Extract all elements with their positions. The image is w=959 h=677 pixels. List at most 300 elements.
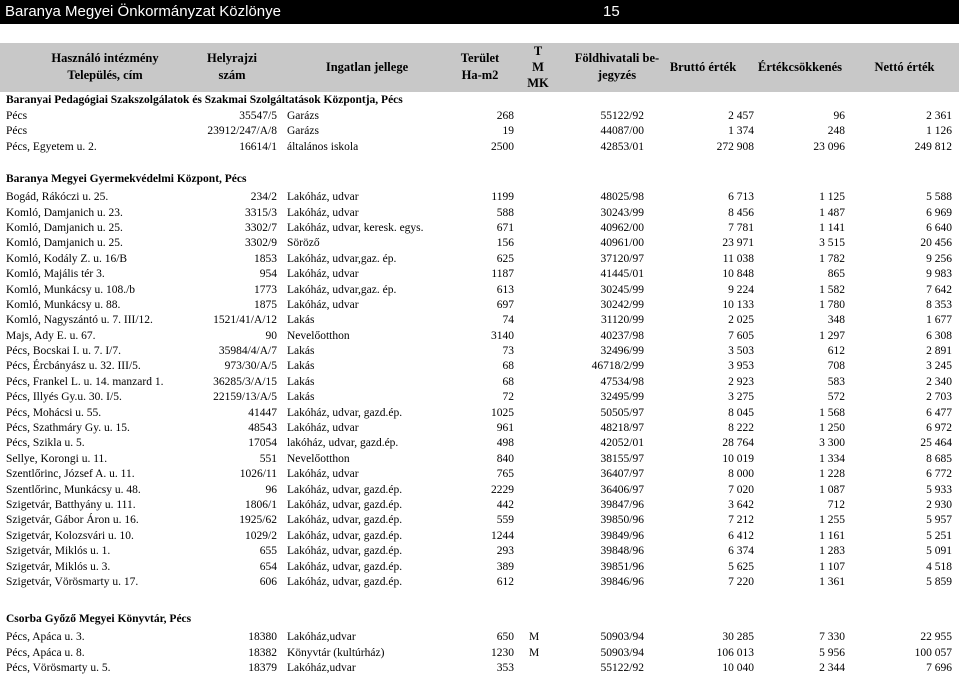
cell-gross-value: 6 374 [728,545,754,558]
cell-registry-entry: 39848/96 [600,545,644,558]
column-header-net-value: Nettó érték [874,60,935,74]
table-row [0,236,959,251]
cell-area: 765 [496,468,514,481]
cell-parcel-number: 48543 [248,422,277,435]
column-header-line: T [533,44,543,58]
cell-property-type: Lakóház, udvar [287,422,359,435]
cell-registry-entry: 50903/94 [600,631,644,644]
cell-area: 840 [496,452,514,465]
table-row [0,124,959,139]
cell-parcel-number: 1521/41/A/12 [213,314,277,327]
cell-net-value: 6 477 [926,406,952,419]
cell-address: Komló, Nagyszántó u. 7. III/12. [6,314,153,327]
cell-registry-entry: 36406/97 [600,483,644,496]
section-title: Baranya Megyei Gyermekvédelmi Központ, Pécs [6,173,247,186]
cell-net-value: 6 308 [926,329,952,342]
cell-property-type: Lakás [287,314,315,327]
cell-property-type: lakóház, udvar, gazd.ép. [287,437,399,450]
cell-area: 612 [496,575,514,588]
cell-registry-entry: 39849/96 [600,529,644,542]
cell-area: 1025 [491,406,514,419]
cell-registry-entry: 40961/00 [600,237,644,250]
cell-registry-entry: 42853/01 [600,140,644,153]
cell-net-value: 5 588 [926,191,952,204]
cell-area: 3140 [491,329,514,342]
cell-gross-value: 3 275 [728,391,754,404]
cell-gross-value: 3 953 [728,360,754,373]
cell-address: Szigetvár, Miklós u. 3. [6,560,111,573]
cell-gross-value: 11 038 [722,252,754,265]
column-header-line: Település, cím [67,68,143,82]
cell-registry-entry: 32495/99 [600,391,644,404]
cell-parcel-number: 1026/11 [239,468,277,481]
cell-address: Komló, Damjanich u. 25. [6,237,123,250]
section-spacer [0,590,959,608]
section-heading [0,168,959,190]
cell-address: Pécs, Mohácsi u. 55. [6,406,102,419]
cell-address: Pécs, Bocskai I. u. 7. I/7. [6,345,121,358]
cell-address: Komló, Munkácsy u. 88. [6,298,121,311]
cell-net-value: 2 340 [926,375,952,388]
cell-address: Bogád, Rákóczi u. 25. [6,191,109,204]
cell-gross-value: 6 412 [728,529,754,542]
table-row [0,436,959,451]
cell-depreciation: 7 330 [819,631,845,644]
section-heading [0,608,959,630]
cell-parcel-number: 23912/247/A/8 [207,125,277,138]
cell-address: Pécs, Frankel L. u. 14. manzard 1. [6,375,164,388]
cell-net-value: 5 859 [926,575,952,588]
column-header-line: Használó intézmény [51,51,159,65]
cell-parcel-number: 22159/13/A/5 [213,391,277,404]
cell-depreciation: 1 568 [819,406,845,419]
table-row [0,498,959,513]
cell-area: 697 [496,298,514,311]
cell-area: 74 [502,314,514,327]
cell-area: 650 [496,631,514,644]
cell-property-type: Lakóház, udvar [287,298,359,311]
cell-address: Komló, Damjanich u. 23. [6,206,123,219]
cell-address: Pécs, Egyetem u. 2. [6,140,97,153]
cell-property-type: Lakás [287,375,315,388]
cell-registry-entry: 46718/2/99 [591,360,644,373]
page-header-bar [0,0,959,24]
column-header-tmk [518,43,558,91]
cell-gross-value: 7 605 [728,329,754,342]
cell-property-type: Lakóház, udvar, gazd.ép. [287,529,403,542]
cell-area: 559 [496,514,514,527]
cell-depreciation: 1 255 [819,514,845,527]
cell-depreciation: 572 [827,391,845,404]
cell-depreciation: 1 161 [819,529,845,542]
cell-address: Szigetvár, Kolozsvári u. 10. [6,529,134,542]
cell-property-type: Lakóház, udvar, gazd.ép. [287,575,403,588]
cell-area: 19 [502,125,514,138]
cell-area: 389 [496,560,514,573]
cell-parcel-number: 654 [259,560,277,573]
cell-parcel-number: 1925/62 [239,514,277,527]
cell-depreciation: 865 [827,268,845,281]
table-row [0,513,959,528]
cell-net-value: 5 251 [926,529,952,542]
cell-registry-entry: 48218/97 [600,422,644,435]
cell-registry-entry: 36407/97 [600,468,644,481]
table-row [0,560,959,575]
cell-property-type: Nevelőotthon [287,329,350,342]
cell-tmk: M [529,646,540,659]
cell-net-value: 249 812 [914,140,952,153]
table-row [0,298,959,313]
cell-depreciation: 1 087 [819,483,845,496]
cell-property-type: Lakóház, udvar, keresk. egys. [287,221,424,234]
table-row [0,483,959,498]
cell-net-value: 6 972 [926,422,952,435]
cell-area: 961 [496,422,514,435]
cell-net-value: 6 969 [926,206,952,219]
cell-registry-entry: 40237/98 [600,329,644,342]
table-row [0,221,959,236]
cell-address: Szigetvár, Batthyány u. 111. [6,498,136,511]
cell-depreciation: 23 096 [813,140,845,153]
cell-address: Pécs, Szathmáry Gy. u. 15. [6,422,130,435]
cell-property-type: Lakóház, udvar, gazd.ép. [287,406,403,419]
cell-registry-entry: 55122/92 [600,110,644,122]
cell-area: 268 [496,110,514,122]
column-header-parcel [197,50,267,84]
cell-depreciation: 612 [827,345,845,358]
cell-area: 353 [496,662,514,675]
cell-net-value: 5 091 [926,545,952,558]
cell-depreciation: 1 107 [819,560,845,573]
cell-registry-entry: 37120/97 [600,252,644,265]
cell-area: 1199 [491,191,514,204]
cell-gross-value: 10 133 [722,298,754,311]
cell-net-value: 1 677 [926,314,952,327]
table-row [0,329,959,344]
cell-net-value: 2 361 [926,110,952,122]
cell-parcel-number: 973/30/A/5 [224,360,277,373]
cell-gross-value: 3 503 [728,345,754,358]
cell-area: 625 [496,252,514,265]
table-body [0,93,959,677]
cell-net-value: 5 933 [926,483,952,496]
cell-gross-value: 1 374 [728,125,754,138]
cell-gross-value: 8 045 [728,406,754,419]
cell-property-type: Könyvtár (kultúrház) [287,646,385,659]
cell-net-value: 2 703 [926,391,952,404]
cell-property-type: Lakóház, udvar [287,206,359,219]
cell-registry-entry: 39846/96 [600,575,644,588]
table-row [0,344,959,359]
cell-parcel-number: 18379 [248,662,277,675]
cell-net-value: 7 642 [926,283,952,296]
cell-property-type: Lakás [287,360,315,373]
table-row [0,421,959,436]
cell-property-type: Lakás [287,345,315,358]
cell-gross-value: 10 040 [722,662,754,675]
cell-parcel-number: 36285/3/A/15 [213,375,277,388]
cell-property-type: Lakóház,udvar [287,631,356,644]
cell-net-value: 8 685 [926,452,952,465]
cell-depreciation: 1 361 [819,575,845,588]
table-row [0,190,959,205]
cell-registry-entry: 31120/99 [600,314,644,327]
table-row [0,313,959,328]
table-header [0,43,959,92]
cell-gross-value: 8 456 [728,206,754,219]
cell-depreciation: 96 [833,110,845,122]
column-header-line: M [532,60,544,74]
table-row [0,359,959,374]
cell-net-value: 100 057 [914,646,952,659]
cell-net-value: 5 957 [926,514,952,527]
table-row [0,529,959,544]
cell-gross-value: 7 781 [728,221,754,234]
cell-address: Pécs, Illyés Gy.u. 30. I/5. [6,391,122,404]
cell-depreciation: 1 780 [819,298,845,311]
cell-gross-value: 2 923 [728,375,754,388]
cell-address: Komló, Majális tér 3. [6,268,105,281]
cell-depreciation: 248 [827,125,845,138]
cell-registry-entry: 32496/99 [600,345,644,358]
table-row [0,283,959,298]
column-header-line: MK [527,76,549,90]
cell-property-type: Lakóház, udvar,gaz. ép. [287,252,397,265]
cell-net-value: 25 464 [920,437,952,450]
cell-parcel-number: 551 [259,452,277,465]
cell-area: 1230 [491,646,514,659]
cell-property-type: Lakás [287,391,315,404]
table-row [0,109,959,124]
cell-parcel-number: 17054 [248,437,277,450]
table-row [0,544,959,559]
cell-depreciation: 1 297 [819,329,845,342]
cell-address: Szigetvár, Miklós u. 1. [6,545,111,558]
cell-property-type: Lakóház, udvar, gazd.ép. [287,545,403,558]
cell-depreciation: 1 782 [819,252,845,265]
cell-depreciation: 1 283 [819,545,845,558]
cell-registry-entry: 39847/96 [600,498,644,511]
cell-area: 68 [502,375,514,388]
cell-gross-value: 30 285 [722,631,754,644]
table-row [0,206,959,221]
cell-parcel-number: 1853 [254,252,277,265]
publication-title: Baranya Megyei Önkormányzat Közlönye [5,3,281,20]
cell-address: Pécs, Vörösmarty u. 5. [6,662,111,675]
cell-parcel-number: 234/2 [250,191,277,204]
cell-registry-entry: 41445/01 [600,268,644,281]
cell-parcel-number: 18380 [248,631,277,644]
cell-net-value: 2 930 [926,498,952,511]
cell-property-type: Lakóház, udvar,gaz. ép. [287,283,397,296]
cell-parcel-number: 1773 [254,283,277,296]
cell-registry-entry: 30242/99 [600,298,644,311]
cell-net-value: 8 353 [926,298,952,311]
cell-depreciation: 583 [827,375,845,388]
cell-address: Komló, Munkácsy u. 108./b [6,283,136,296]
section-spacer [0,155,959,168]
table-row [0,140,959,155]
cell-tmk: M [529,631,540,644]
cell-depreciation: 3 300 [819,437,845,450]
cell-property-type: Lakóház,udvar [287,662,356,675]
column-header-land-registry [562,50,672,84]
cell-gross-value: 10 848 [722,268,754,281]
cell-property-type: Garázs [287,110,319,122]
cell-depreciation: 712 [827,498,845,511]
cell-parcel-number: 41447 [248,406,277,419]
cell-gross-value: 7 220 [728,575,754,588]
cell-depreciation: 1 487 [819,206,845,219]
cell-parcel-number: 954 [259,268,277,281]
cell-gross-value: 2 457 [728,110,754,122]
cell-net-value: 6 772 [926,468,952,481]
cell-parcel-number: 90 [265,329,277,342]
cell-depreciation: 708 [827,360,845,373]
cell-area: 498 [496,437,514,450]
table-row [0,575,959,590]
cell-area: 293 [496,545,514,558]
cell-area: 2500 [491,140,514,153]
section-heading [0,93,959,109]
cell-registry-entry: 30245/99 [600,283,644,296]
column-header-gross-value: Bruttó érték [669,60,737,74]
cell-address: Pécs, Szikla u. 5. [6,437,85,450]
cell-gross-value: 3 642 [728,498,754,511]
cell-property-type: Garázs [287,125,319,138]
cell-depreciation: 5 956 [819,646,845,659]
cell-property-type: Lakóház, udvar [287,191,359,204]
cell-property-type: Lakóház, udvar, gazd.ép. [287,560,403,573]
cell-gross-value: 23 971 [722,237,754,250]
cell-registry-entry: 39850/96 [600,514,644,527]
cell-registry-entry: 50505/97 [600,406,644,419]
cell-area: 156 [496,237,514,250]
cell-gross-value: 2 025 [728,314,754,327]
cell-net-value: 9 983 [926,268,952,281]
table-row [0,252,959,267]
table-row [0,390,959,405]
cell-address: Pécs, Ércbányász u. 32. III/5. [6,360,141,373]
cell-depreciation: 1 582 [819,283,845,296]
table-row [0,467,959,482]
cell-parcel-number: 655 [259,545,277,558]
cell-parcel-number: 3315/3 [245,206,277,219]
cell-property-type: Lakóház, udvar, gazd.ép. [287,483,403,496]
cell-parcel-number: 35984/4/A/7 [218,345,277,358]
table-row [0,646,959,661]
cell-depreciation: 1 228 [819,468,845,481]
cell-property-type: Lakóház, udvar, gazd.ép. [287,498,403,511]
cell-gross-value: 8 000 [728,468,754,481]
cell-depreciation: 1 125 [819,191,845,204]
cell-registry-entry: 47534/98 [600,375,644,388]
cell-registry-entry: 48025/98 [600,191,644,204]
section-title: Csorba Győző Megyei Könyvtár, Pécs [6,613,192,626]
cell-address: Komló, Kodály Z. u. 16/B [6,252,128,265]
cell-address: Sellye, Korongi u. 11. [6,452,108,465]
cell-depreciation: 3 515 [819,237,845,250]
cell-address: Szentlőrinc, József A. u. 11. [6,468,135,481]
column-header-user [30,50,180,84]
column-header-line: Ha-m2 [461,68,499,82]
cell-area: 68 [502,360,514,373]
column-header-area [445,50,515,84]
cell-area: 1244 [491,529,514,542]
table-row [0,661,959,676]
cell-parcel-number: 3302/9 [245,237,277,250]
cell-registry-entry: 39851/96 [600,560,644,573]
cell-registry-entry: 50903/94 [600,646,644,659]
cell-parcel-number: 96 [265,483,277,496]
cell-property-type: Lakóház, udvar [287,268,359,281]
cell-address: Szigetvár, Vörösmarty u. 17. [6,575,139,588]
cell-parcel-number: 35547/5 [239,110,277,122]
cell-area: 1187 [491,268,514,281]
cell-gross-value: 6 713 [728,191,754,204]
cell-depreciation: 1 250 [819,422,845,435]
cell-address: Pécs [6,125,28,138]
cell-net-value: 3 245 [926,360,952,373]
cell-gross-value: 9 224 [728,283,754,296]
cell-gross-value: 8 222 [728,422,754,435]
cell-registry-entry: 40962/00 [600,221,644,234]
table-row [0,452,959,467]
cell-area: 2229 [491,483,514,496]
table-row [0,267,959,282]
cell-net-value: 22 955 [920,631,952,644]
cell-address: Komló, Damjanich u. 25. [6,221,123,234]
cell-gross-value: 5 625 [728,560,754,573]
cell-area: 442 [496,498,514,511]
cell-registry-entry: 55122/92 [600,662,644,675]
cell-parcel-number: 1029/2 [245,529,277,542]
column-header-depreciation: Értékcsökkenés [757,60,843,74]
cell-net-value: 20 456 [920,237,952,250]
cell-net-value: 1 126 [926,125,952,138]
cell-address: Pécs, Apáca u. 3. [6,631,85,644]
cell-registry-entry: 44087/00 [600,125,644,138]
cell-address: Szigetvár, Gábor Áron u. 16. [6,514,139,527]
table-row [0,375,959,390]
cell-address: Szentlőrinc, Munkácsy u. 48. [6,483,141,496]
cell-address: Pécs [6,110,28,122]
table-row [0,406,959,421]
cell-area: 73 [502,345,514,358]
table-row [0,630,959,645]
cell-depreciation: 348 [827,314,845,327]
cell-parcel-number: 3302/7 [245,221,277,234]
cell-parcel-number: 1875 [254,298,277,311]
cell-depreciation: 1 334 [819,452,845,465]
cell-parcel-number: 606 [259,575,277,588]
section-title: Baranyai Pedagógiai Szakszolgálatok és Szakmai Szolgáltatások Központja, Pécs [6,94,403,106]
cell-address: Majs, Ady E. u. 67. [6,329,96,342]
column-header-line: szám [218,68,246,82]
cell-parcel-number: 1806/1 [245,498,277,511]
cell-property-type: Lakóház, udvar, gazd.ép. [287,514,403,527]
cell-net-value: 4 518 [926,560,952,573]
cell-gross-value: 7 212 [728,514,754,527]
page-number: 15 [603,3,620,20]
cell-parcel-number: 18382 [248,646,277,659]
cell-net-value: 6 640 [926,221,952,234]
cell-property-type: Lakóház, udvar [287,468,359,481]
cell-property-type: általános iskola [287,140,359,153]
column-header-line: Helyrajzi [207,51,257,65]
cell-area: 671 [496,221,514,234]
column-header-line: Földhivatali be- [574,51,660,65]
